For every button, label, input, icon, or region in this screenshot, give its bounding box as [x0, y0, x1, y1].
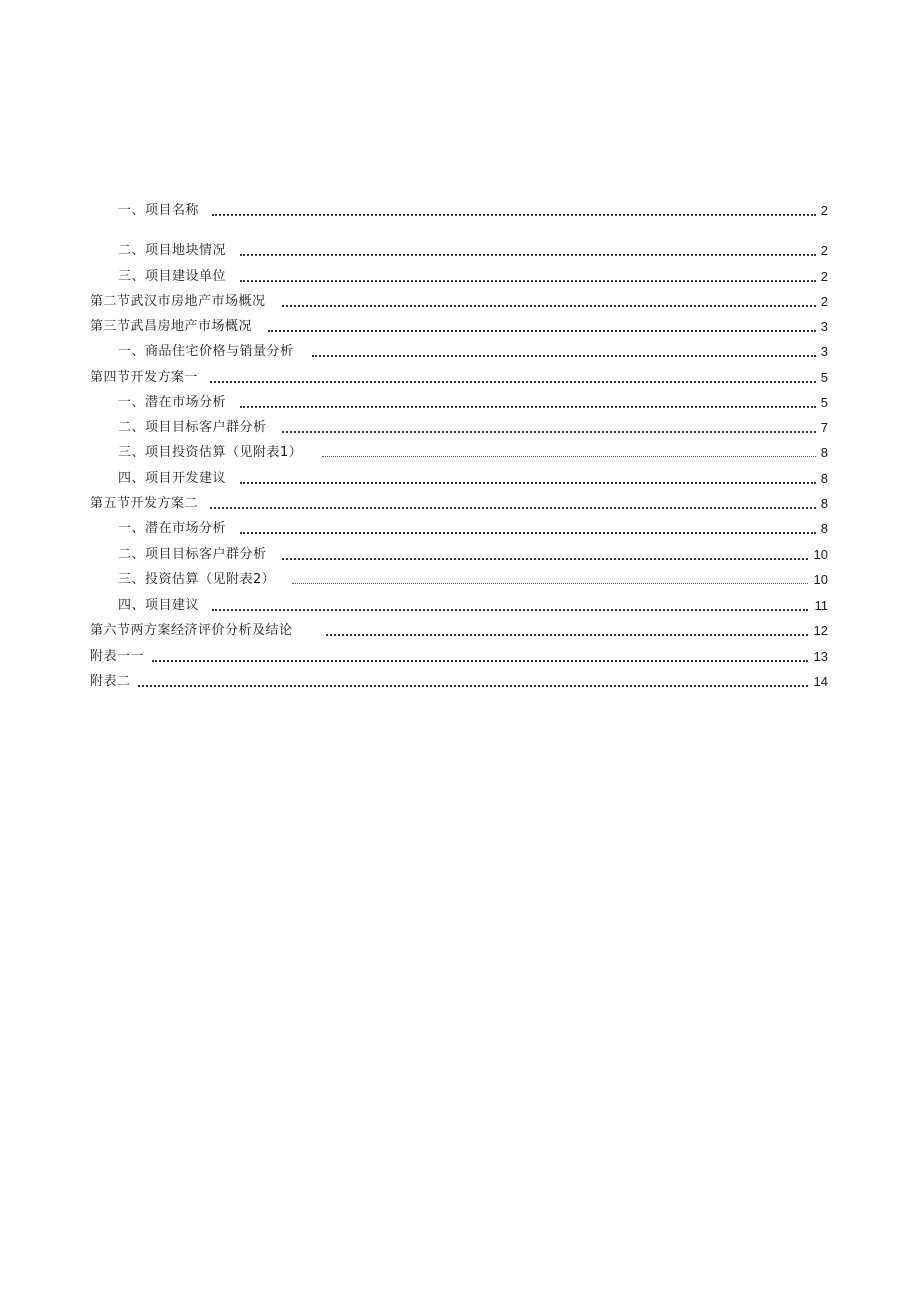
toc-entry — [0, 392, 920, 414]
toc-dot-leader — [210, 507, 816, 509]
toc-entry — [0, 316, 920, 338]
toc-entry-label: 二、项目地块情况 — [118, 243, 227, 258]
toc-entry — [0, 200, 920, 222]
toc-page-number: 2 — [820, 203, 828, 218]
toc-entry — [0, 518, 920, 540]
toc-dot-leader — [268, 330, 816, 332]
toc-entry-label: 二、项目目标客户群分析 — [118, 420, 267, 435]
toc-dot-leader — [282, 305, 816, 307]
toc-entry-label: 第二节武汉市房地产市场概况 — [90, 294, 266, 309]
toc-entry-label: 二、项目目标客户群分析 — [118, 547, 267, 562]
toc-entry — [0, 341, 920, 363]
toc-dot-leader — [138, 685, 808, 687]
toc-dot-leader — [152, 660, 808, 662]
toc-page-number: 8 — [820, 471, 828, 486]
toc-entry-label: 第四节开发方案一 — [90, 370, 199, 385]
toc-dot-leader — [212, 609, 808, 611]
toc-entry — [0, 468, 920, 490]
toc-entry — [0, 291, 920, 313]
toc-dot-leader — [282, 431, 816, 433]
toc-dot-leader — [210, 381, 816, 383]
toc-entry-label: 一、潜在市场分析 — [118, 521, 227, 536]
toc-entry — [0, 493, 920, 515]
toc-entry — [0, 367, 920, 389]
toc-page-number: 8 — [820, 496, 828, 511]
toc-entry-label: 四、项目开发建议 — [118, 471, 227, 486]
toc-entry — [0, 620, 920, 642]
toc-dot-leader — [326, 634, 808, 636]
toc-entry-label: 四、项目建议 — [118, 598, 200, 613]
toc-dot-leader — [240, 280, 816, 282]
toc-dot-leader — [240, 482, 816, 484]
toc-dot-leader — [212, 214, 816, 216]
toc-dot-leader — [240, 254, 816, 256]
toc-dot-leader — [240, 406, 816, 408]
toc-dot-leader — [312, 355, 816, 357]
toc-entry — [0, 266, 920, 288]
toc-entry-label: 第五节开发方案二 — [90, 496, 199, 511]
toc-entry-label: 附表二 — [90, 674, 131, 689]
toc-page-number: 7 — [820, 420, 828, 435]
toc-entry-label: 第六节两方案经济评价分析及结论 — [90, 623, 293, 638]
toc-page-number: 5 — [820, 395, 828, 410]
toc-entry-label: 一、商品住宅价格与销量分析 — [118, 344, 294, 359]
toc-dot-leader — [292, 583, 808, 584]
toc-dot-leader — [322, 456, 816, 457]
toc-entry-label: 三、项目投资估算（见附表1） — [118, 445, 303, 460]
toc-entry — [0, 595, 920, 617]
toc-page-number: 13 — [813, 649, 828, 664]
toc-page-number: 10 — [813, 547, 828, 562]
toc-entry — [0, 569, 920, 591]
toc-page-number: 12 — [813, 623, 828, 638]
toc-entry — [0, 671, 920, 693]
toc-dot-leader — [282, 558, 808, 560]
toc-entry — [0, 544, 920, 566]
toc-entry-label: 三、项目建设单位 — [118, 269, 227, 284]
toc-page-number: 8 — [820, 445, 828, 460]
toc-entry-label: 一、项目名称 — [118, 203, 200, 218]
toc-page-number: 2 — [820, 243, 828, 258]
toc-entry-label: 一、潜在市场分析 — [118, 395, 227, 410]
toc-entry — [0, 442, 920, 464]
toc-dot-leader — [240, 532, 816, 534]
toc-entry-label: 附表一一 — [90, 649, 145, 664]
toc-page-number: 8 — [820, 521, 828, 536]
toc-page-number: 2 — [820, 294, 828, 309]
toc-page-number: 2 — [820, 269, 828, 284]
toc-entry — [0, 417, 920, 439]
toc-entry-label: 第三节武昌房地产市场概况 — [90, 319, 253, 334]
toc-page-number: 10 — [813, 572, 828, 587]
toc-page-number: 11 — [814, 598, 828, 613]
toc-entry-label: 三、投资估算（见附表2） — [118, 572, 276, 587]
toc-entry — [0, 240, 920, 262]
toc-page-number: 3 — [820, 344, 828, 359]
toc-page-number: 3 — [820, 319, 828, 334]
toc-page-number: 14 — [813, 674, 828, 689]
toc-entry — [0, 646, 920, 668]
toc-page-number: 5 — [820, 370, 828, 385]
